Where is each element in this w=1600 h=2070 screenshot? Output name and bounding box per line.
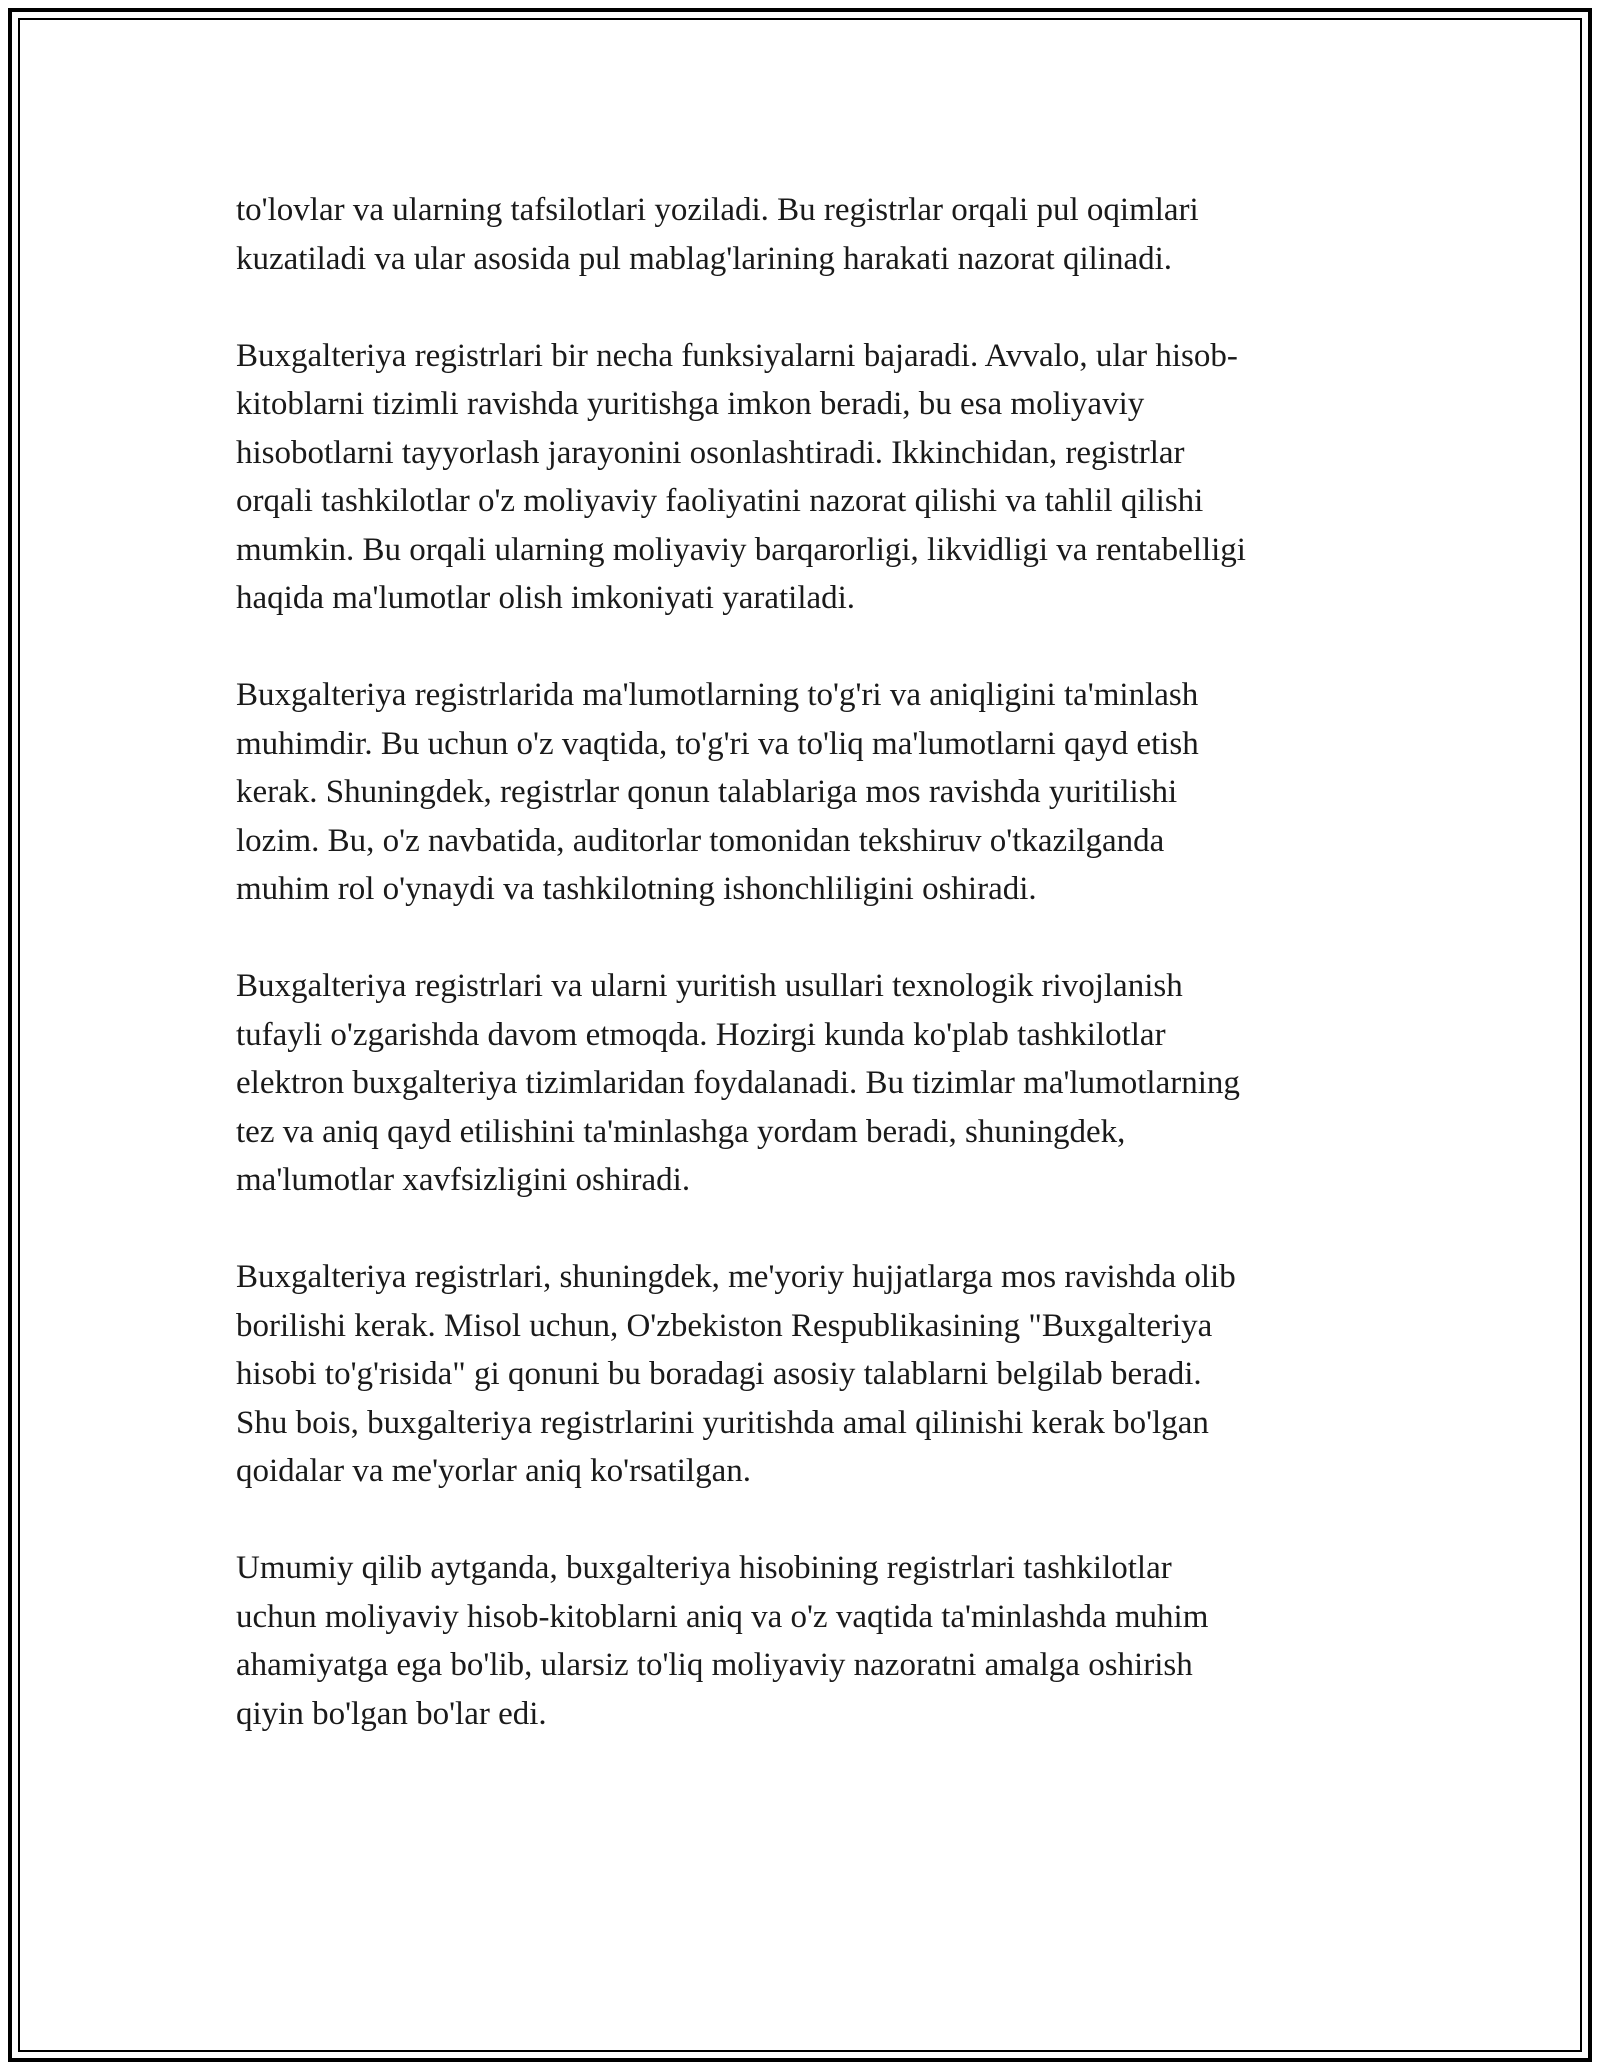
paragraph-3: Buxgalteriya registrlarida ma'lumotlarning to'g'ri va aniqligini ta'minlash muhimdir. Bu uchun o'z vaqtida, to'g'ri va to'liq ma'lumotlarni qayd etish kerak. Shuningdek, registrlar qonun talablariga mos ravishda yuritilishi lozim. Bu, o'z navbatida, auditorlar tomonidan tekshiruv o'tkazilganda muhim rol o'ynaydi va tashkilotning ishonchliligini oshiradi. xyxy=(236,677,1199,907)
paragraph-6: Umumiy qilib aytganda, buxgalteriya hisobining registrlari tashkilotlar uchun moliyaviy hisob-kitoblarni aniq va o'z vaqtida ta'minlashda muhim ahamiyatga ega bo'lib, ularsiz to'liq moliyaviy nazoratni amalga oshirish qiyin bo'lgan bo'lar edi. xyxy=(236,1550,1209,1732)
paragraph-1: to'lovlar va ularning tafsilotlari yoziladi. Bu registrlar orqali pul oqimlari kuzatiladi va ular asosida pul mablag'larining harakati nazorat qilinadi. xyxy=(236,192,1199,277)
paragraph-5: Buxgalteriya registrlari, shuningdek, me'yoriy hujjatlarga mos ravishda olib borilishi kerak. Misol uchun, O'zbekiston Respublikasining "Buxgalteriya hisobi to'g'risida" gi qonuni bu boradagi asosiy talablarni belgilab beradi. Shu bois, buxgalteriya registrlarini yuritishda amal qilinishi kerak bo'lgan qoidalar va me'yorlar aniq ko'rsatilgan. xyxy=(236,1259,1236,1489)
paragraph-4: Buxgalteriya registrlari va ularni yuritish usullari texnologik rivojlanish tufayli o'zgarishda davom etmoqda. Hozirgi kunda ko'plab tashkilotlar elektron buxgalteriya tizimlaridan foydalanadi. Bu tizimlar ma'lumotlarning tez va aniq qayd etilishini ta'minlashga yordam beradi, shuningdek, ma'lumotlar xavfsizligini oshiradi. xyxy=(236,968,1240,1198)
document-body xyxy=(236,186,1366,1787)
paragraph-2: Buxgalteriya registrlari bir necha funksiyalarni bajaradi. Avvalo, ular hisob- kitoblarni tizimli ravishda yuritishga imkon beradi, bu esa moliyaviy hisobotlarni tayyorlash jarayonini osonlashtiradi. Ikkinchidan, registrlar orqali tashkilotlar o'z moliyaviy faoliyatini nazorat qilishi va tahlil qilishi mumkin. Bu orqali ularning moliyaviy barqarorligi, likvidligi va rentabelligi haqida ma'lumotlar olish imkoniyati yaratiladi. xyxy=(236,337,1246,616)
